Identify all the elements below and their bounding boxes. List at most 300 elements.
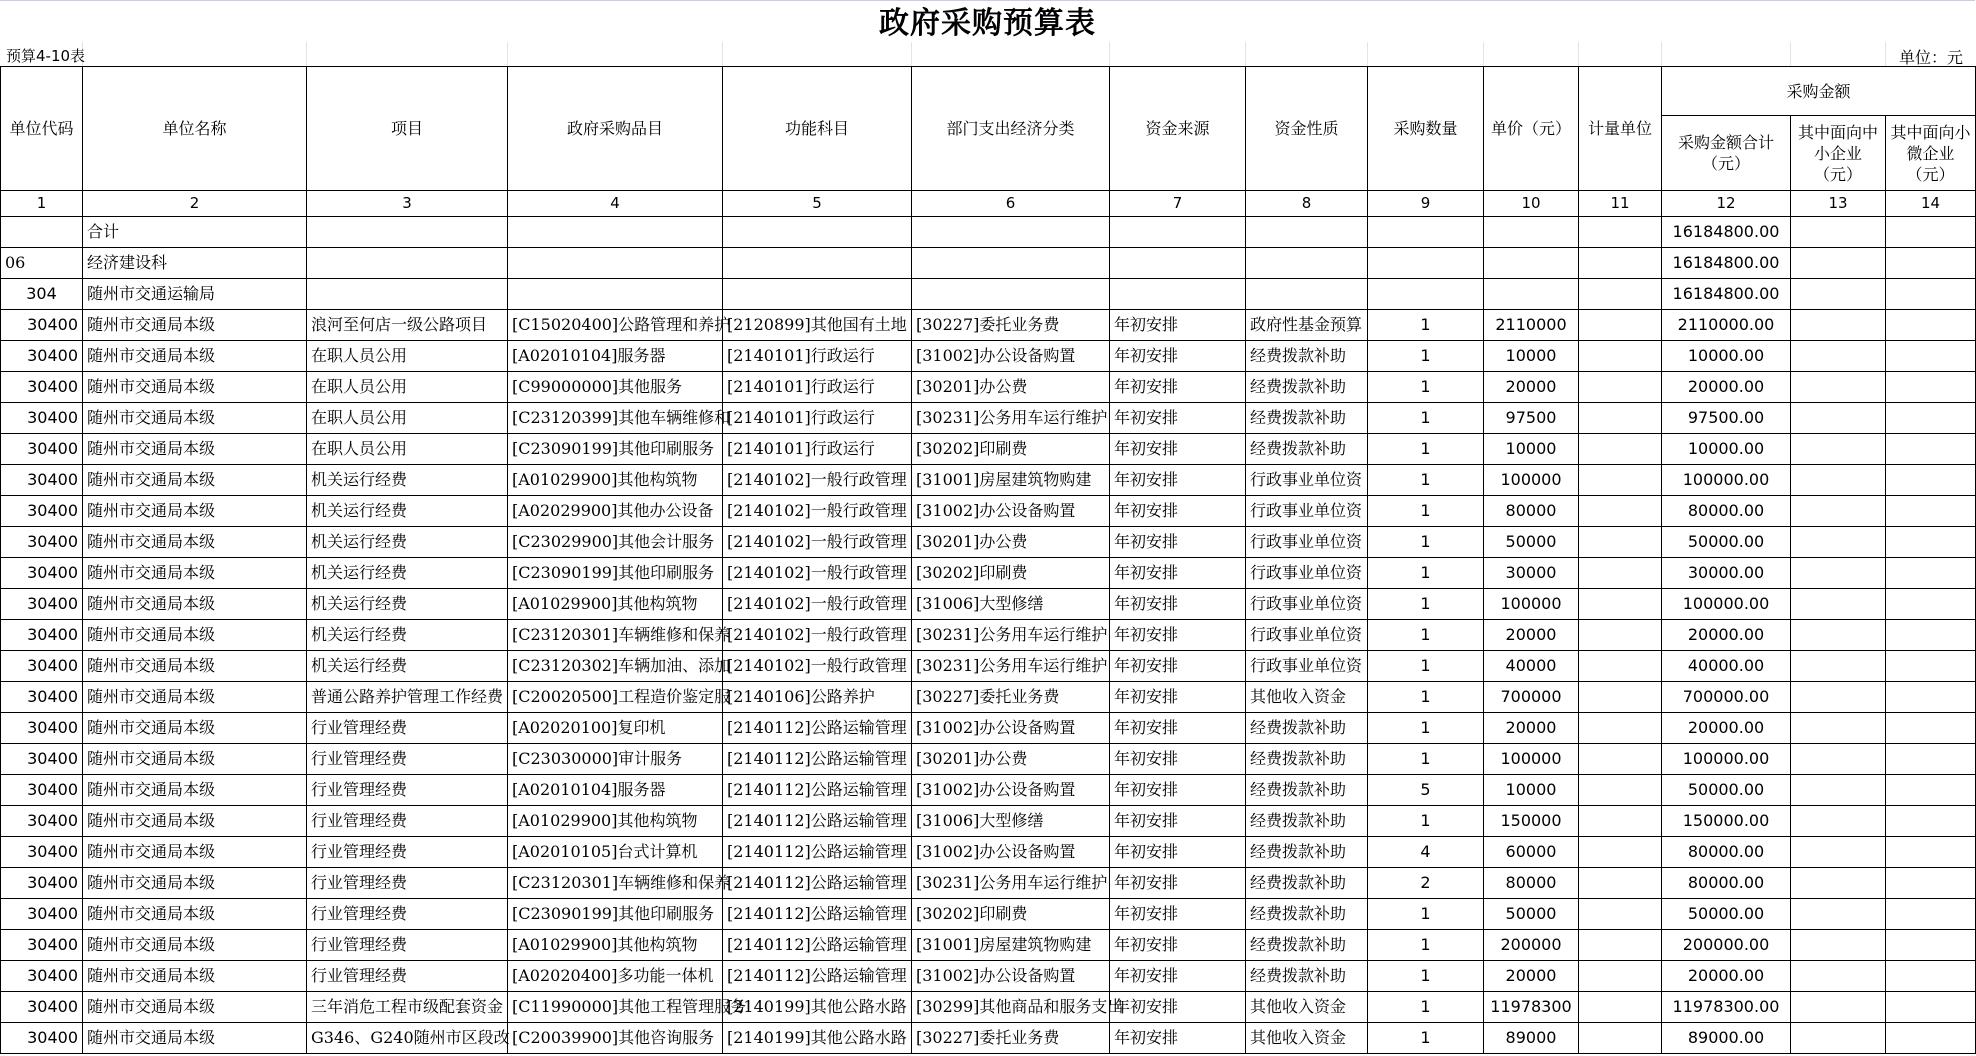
cell-unit-name: 随州市交通局本级 (83, 558, 307, 589)
cell-project: 普通公路养护管理工作经费 (307, 682, 508, 713)
cell-econ: [30231]公务用车运行维护 (912, 868, 1110, 899)
cell-empty (307, 279, 508, 310)
cell-fund-source: 年初安排 (1110, 744, 1246, 775)
cell-micro (1886, 992, 1976, 1023)
cell-fund-source: 年初安排 (1110, 868, 1246, 899)
cell-fund-source: 年初安排 (1110, 1023, 1246, 1054)
table-row (1, 403, 1976, 434)
cell-unit-name: 随州市交通局本级 (83, 310, 307, 341)
cell-unit-code: 30400 (1, 961, 83, 992)
cell-micro (1886, 527, 1976, 558)
cell-amount-total: 11978300.00 (1662, 992, 1791, 1023)
column-index-5: 5 (723, 191, 912, 217)
cell-amount-total: 97500.00 (1662, 403, 1791, 434)
cell-fund-source: 年初安排 (1110, 403, 1246, 434)
cell-unit-name: 随州市交通局本级 (83, 589, 307, 620)
cell-micro (1886, 1023, 1976, 1054)
cell-function: [2140101]行政运行 (723, 403, 912, 434)
cell-function: [2140101]行政运行 (723, 372, 912, 403)
cell-empty (1484, 217, 1579, 248)
cell-catalog: [C20020500]工程造价鉴定服 (508, 682, 723, 713)
column-index-2: 2 (83, 191, 307, 217)
cell-measure (1579, 310, 1662, 341)
cell-unit-code: 30400 (1, 372, 83, 403)
cell-sme (1791, 775, 1886, 806)
cell-unit-code: 30400 (1, 310, 83, 341)
cell-amount-total: 80000.00 (1662, 496, 1791, 527)
header-amount-total: 采购金额合计（元） (1662, 116, 1791, 191)
table-row (1, 527, 1976, 558)
cell-fund-nature: 行政事业单位资 (1246, 651, 1368, 682)
cell-unit-code: 30400 (1, 992, 83, 1023)
cell-qty: 1 (1368, 682, 1484, 713)
header-micro: 其中面向小微企业（元） (1886, 116, 1976, 191)
cell-sme (1791, 744, 1886, 775)
cell-unit-code: 30400 (1, 806, 83, 837)
cell-function: [2140112]公路运输管理 (723, 930, 912, 961)
cell-amount-total: 200000.00 (1662, 930, 1791, 961)
cell-qty: 1 (1368, 465, 1484, 496)
cell-micro (1886, 279, 1976, 310)
cell-qty: 1 (1368, 558, 1484, 589)
cell-price: 20000 (1484, 372, 1579, 403)
cell-fund-nature: 经费拨款补助 (1246, 806, 1368, 837)
cell-unit-code: 30400 (1, 775, 83, 806)
cell-price: 20000 (1484, 620, 1579, 651)
cell-unit-code: 304 (1, 279, 83, 310)
cell-qty: 1 (1368, 651, 1484, 682)
cell-qty: 1 (1368, 806, 1484, 837)
cell-sme (1791, 837, 1886, 868)
cell-catalog: [C23090199]其他印刷服务 (508, 434, 723, 465)
cell-empty (723, 217, 912, 248)
cell-measure (1579, 372, 1662, 403)
cell-econ: [31002]办公设备购置 (912, 496, 1110, 527)
cell-fund-source: 年初安排 (1110, 992, 1246, 1023)
cell-qty: 1 (1368, 434, 1484, 465)
cell-qty: 1 (1368, 341, 1484, 372)
table-row (1, 558, 1976, 589)
cell-micro (1886, 837, 1976, 868)
cell-measure (1579, 403, 1662, 434)
cell-econ: [30227]委托业务费 (912, 310, 1110, 341)
cell-fund-nature: 经费拨款补助 (1246, 868, 1368, 899)
cell-price: 2110000 (1484, 310, 1579, 341)
cell-micro (1886, 434, 1976, 465)
cell-measure (1579, 682, 1662, 713)
cell-unit-name: 随州市交通局本级 (83, 620, 307, 651)
cell-fund-source: 年初安排 (1110, 713, 1246, 744)
table-row (1, 620, 1976, 651)
cell-qty: 2 (1368, 868, 1484, 899)
cell-function: [2140102]一般行政管理 (723, 620, 912, 651)
cell-fund-source: 年初安排 (1110, 341, 1246, 372)
cell-qty: 1 (1368, 403, 1484, 434)
cell-sme (1791, 992, 1886, 1023)
cell-project: 行业管理经费 (307, 837, 508, 868)
table-row (1, 713, 1976, 744)
column-index-9: 9 (1368, 191, 1484, 217)
table-row (1, 496, 1976, 527)
cell-function: [2140112]公路运输管理 (723, 961, 912, 992)
cell-function: [2140112]公路运输管理 (723, 806, 912, 837)
cell-catalog: [C99000000]其他服务 (508, 372, 723, 403)
table-body (1, 217, 1976, 1054)
cell-catalog: [C11990000]其他工程管理服务 (508, 992, 723, 1023)
cell-unit-name: 随州市交通局本级 (83, 527, 307, 558)
cell-catalog: [A02010104]服务器 (508, 775, 723, 806)
cell-function: [2140112]公路运输管理 (723, 899, 912, 930)
cell-econ: [30231]公务用车运行维护 (912, 651, 1110, 682)
cell-project: 机关运行经费 (307, 527, 508, 558)
cell-catalog: [A01029900]其他构筑物 (508, 589, 723, 620)
column-index-10: 10 (1484, 191, 1579, 217)
cell-unit-name: 随州市交通局本级 (83, 899, 307, 930)
header-qty: 采购数量 (1368, 67, 1484, 191)
table-header (1, 67, 1976, 217)
cell-econ: [30201]办公费 (912, 527, 1110, 558)
cell-unit-code: 30400 (1, 465, 83, 496)
cell-project: 在职人员公用 (307, 372, 508, 403)
cell-qty: 1 (1368, 744, 1484, 775)
cell-price: 89000 (1484, 1023, 1579, 1054)
cell-unit-code: 30400 (1, 527, 83, 558)
cell-fund-source: 年初安排 (1110, 589, 1246, 620)
cell-fund-nature: 经费拨款补助 (1246, 930, 1368, 961)
cell-fund-source: 年初安排 (1110, 620, 1246, 651)
table-row (1, 775, 1976, 806)
cell-unit-code: 30400 (1, 899, 83, 930)
cell-sme (1791, 682, 1886, 713)
table-row (1, 434, 1976, 465)
cell-amount-total: 80000.00 (1662, 868, 1791, 899)
cell-project: 在职人员公用 (307, 403, 508, 434)
cell-project: 机关运行经费 (307, 465, 508, 496)
cell-catalog: [A02029900]其他办公设备 (508, 496, 723, 527)
cell-micro (1886, 930, 1976, 961)
cell-amount-total: 89000.00 (1662, 1023, 1791, 1054)
header-project: 项目 (307, 67, 508, 191)
cell-function: [2140101]行政运行 (723, 434, 912, 465)
cell-amount-total: 100000.00 (1662, 589, 1791, 620)
cell-empty (1246, 248, 1368, 279)
cell-fund-source: 年初安排 (1110, 527, 1246, 558)
cell-micro (1886, 868, 1976, 899)
header-amount-group: 采购金额 (1662, 67, 1976, 116)
cell-micro (1886, 496, 1976, 527)
table-row (1, 744, 1976, 775)
cell-amount-total: 80000.00 (1662, 837, 1791, 868)
cell-qty: 4 (1368, 837, 1484, 868)
table-row (1, 341, 1976, 372)
table-row (1, 682, 1976, 713)
cell-fund-nature: 经费拨款补助 (1246, 775, 1368, 806)
header-sme: 其中面向中小企业（元） (1791, 116, 1886, 191)
cell-sme (1791, 217, 1886, 248)
header-unit-name: 单位名称 (83, 67, 307, 191)
cell-qty: 1 (1368, 496, 1484, 527)
cell-amount-total: 20000.00 (1662, 713, 1791, 744)
cell-unit-name: 合计 (83, 217, 307, 248)
cell-unit-name: 随州市交通局本级 (83, 682, 307, 713)
cell-econ: [31002]办公设备购置 (912, 837, 1110, 868)
cell-measure (1579, 341, 1662, 372)
cell-unit-code: 30400 (1, 620, 83, 651)
cell-fund-source: 年初安排 (1110, 837, 1246, 868)
cell-sme (1791, 558, 1886, 589)
cell-unit-name: 随州市交通局本级 (83, 806, 307, 837)
cell-econ: [31002]办公设备购置 (912, 341, 1110, 372)
cell-sme (1791, 310, 1886, 341)
column-index-6: 6 (912, 191, 1110, 217)
cell-unit-code: 06 (1, 248, 83, 279)
cell-fund-source: 年初安排 (1110, 961, 1246, 992)
cell-micro (1886, 589, 1976, 620)
cell-unit-name: 随州市交通运输局 (83, 279, 307, 310)
cell-unit-name: 随州市交通局本级 (83, 1023, 307, 1054)
cell-sme (1791, 248, 1886, 279)
cell-econ: [31001]房屋建筑物购建 (912, 930, 1110, 961)
cell-measure (1579, 465, 1662, 496)
cell-fund-source: 年初安排 (1110, 372, 1246, 403)
cell-measure (1579, 651, 1662, 682)
cell-price: 200000 (1484, 930, 1579, 961)
cell-amount-total: 50000.00 (1662, 527, 1791, 558)
cell-project: 浪河至何店一级公路项目 (307, 310, 508, 341)
cell-fund-nature: 经费拨款补助 (1246, 403, 1368, 434)
header-measure: 计量单位 (1579, 67, 1662, 191)
cell-unit-name: 随州市交通局本级 (83, 651, 307, 682)
cell-qty: 1 (1368, 527, 1484, 558)
cell-fund-nature: 经费拨款补助 (1246, 961, 1368, 992)
cell-empty (508, 279, 723, 310)
table-row (1, 899, 1976, 930)
cell-unit-code: 30400 (1, 930, 83, 961)
cell-empty (1579, 279, 1662, 310)
cell-catalog: [A01029900]其他构筑物 (508, 930, 723, 961)
cell-sme (1791, 589, 1886, 620)
cell-fund-nature: 经费拨款补助 (1246, 713, 1368, 744)
column-index-row (1, 191, 1976, 217)
cell-fund-source: 年初安排 (1110, 930, 1246, 961)
cell-measure (1579, 775, 1662, 806)
cell-econ: [30231]公务用车运行维护 (912, 403, 1110, 434)
cell-project: 机关运行经费 (307, 496, 508, 527)
cell-price: 100000 (1484, 744, 1579, 775)
cell-econ: [30202]印刷费 (912, 558, 1110, 589)
cell-project: 机关运行经费 (307, 620, 508, 651)
cell-econ: [31006]大型修缮 (912, 806, 1110, 837)
cell-price: 150000 (1484, 806, 1579, 837)
cell-measure (1579, 589, 1662, 620)
cell-sme (1791, 806, 1886, 837)
cell-fund-nature: 经费拨款补助 (1246, 372, 1368, 403)
cell-sme (1791, 651, 1886, 682)
table-row (1, 465, 1976, 496)
cell-micro (1886, 465, 1976, 496)
column-index-8: 8 (1246, 191, 1368, 217)
cell-micro (1886, 713, 1976, 744)
cell-fund-source: 年初安排 (1110, 465, 1246, 496)
cell-empty (1484, 279, 1579, 310)
cell-catalog: [A01029900]其他构筑物 (508, 806, 723, 837)
cell-fund-nature: 行政事业单位资 (1246, 620, 1368, 651)
column-index-4: 4 (508, 191, 723, 217)
cell-empty (1246, 217, 1368, 248)
cell-empty (1368, 279, 1484, 310)
cell-price: 80000 (1484, 496, 1579, 527)
cell-price: 97500 (1484, 403, 1579, 434)
cell-catalog: [C23120301]车辆维修和保养 (508, 620, 723, 651)
cell-fund-nature: 行政事业单位资 (1246, 465, 1368, 496)
header-fund-source: 资金来源 (1110, 67, 1246, 191)
cell-project: 机关运行经费 (307, 651, 508, 682)
cell-unit-name: 随州市交通局本级 (83, 744, 307, 775)
table-row (1, 651, 1976, 682)
cell-empty (912, 248, 1110, 279)
table-row (1, 992, 1976, 1023)
cell-function: [2120899]其他国有土地 (723, 310, 912, 341)
cell-micro (1886, 403, 1976, 434)
cell-price: 11978300 (1484, 992, 1579, 1023)
unit-label: 单位：元 (1898, 48, 1963, 67)
header-function: 功能科目 (723, 67, 912, 191)
cell-fund-nature: 经费拨款补助 (1246, 744, 1368, 775)
column-index-13: 13 (1791, 191, 1886, 217)
cell-measure (1579, 930, 1662, 961)
cell-econ: [30201]办公费 (912, 744, 1110, 775)
cell-micro (1886, 341, 1976, 372)
cell-function: [2140106]公路养护 (723, 682, 912, 713)
cell-unit-code: 30400 (1, 744, 83, 775)
cell-amount-total: 20000.00 (1662, 372, 1791, 403)
cell-function: [2140112]公路运输管理 (723, 868, 912, 899)
cell-micro (1886, 310, 1976, 341)
cell-econ: [31001]房屋建筑物购建 (912, 465, 1110, 496)
cell-sme (1791, 961, 1886, 992)
cell-project: 行业管理经费 (307, 744, 508, 775)
cell-sme (1791, 279, 1886, 310)
table-row (1, 310, 1976, 341)
cell-amount-total: 10000.00 (1662, 341, 1791, 372)
cell-micro (1886, 620, 1976, 651)
cell-price: 100000 (1484, 465, 1579, 496)
table-row (1, 589, 1976, 620)
cell-micro (1886, 248, 1976, 279)
cell-fund-source: 年初安排 (1110, 775, 1246, 806)
cell-measure (1579, 868, 1662, 899)
column-index-3: 3 (307, 191, 508, 217)
cell-econ: [30299]其他商品和服务支出 (912, 992, 1110, 1023)
cell-fund-nature: 经费拨款补助 (1246, 434, 1368, 465)
header-catalog: 政府采购品目 (508, 67, 723, 191)
cell-function: [2140102]一般行政管理 (723, 558, 912, 589)
cell-project: 行业管理经费 (307, 713, 508, 744)
cell-sme (1791, 713, 1886, 744)
cell-empty (1579, 248, 1662, 279)
cell-empty (1484, 248, 1579, 279)
cell-unit-code: 30400 (1, 682, 83, 713)
cell-unit-code: 30400 (1, 837, 83, 868)
cell-fund-nature: 行政事业单位资 (1246, 496, 1368, 527)
cell-project: 在职人员公用 (307, 434, 508, 465)
cell-unit-name: 随州市交通局本级 (83, 403, 307, 434)
summary-row (1, 248, 1976, 279)
cell-fund-nature: 行政事业单位资 (1246, 527, 1368, 558)
cell-amount-total: 16184800.00 (1662, 217, 1791, 248)
cell-fund-nature: 行政事业单位资 (1246, 558, 1368, 589)
cell-catalog: [C15020400]公路管理和养护 (508, 310, 723, 341)
cell-catalog: [C23120301]车辆维修和保养 (508, 868, 723, 899)
cell-price: 10000 (1484, 434, 1579, 465)
column-index-1: 1 (1, 191, 83, 217)
cell-price: 80000 (1484, 868, 1579, 899)
cell-sme (1791, 372, 1886, 403)
page-title: 政府采购预算表 (0, 0, 1975, 43)
cell-catalog: [A02010105]台式计算机 (508, 837, 723, 868)
cell-econ: [30227]委托业务费 (912, 1023, 1110, 1054)
cell-unit-code (1, 217, 83, 248)
cell-catalog: [A02020400]多功能一体机 (508, 961, 723, 992)
cell-empty (1110, 248, 1246, 279)
cell-qty: 5 (1368, 775, 1484, 806)
cell-micro (1886, 651, 1976, 682)
cell-function: [2140101]行政运行 (723, 341, 912, 372)
cell-measure (1579, 558, 1662, 589)
cell-measure (1579, 992, 1662, 1023)
cell-fund-source: 年初安排 (1110, 310, 1246, 341)
cell-fund-nature: 行政事业单位资 (1246, 589, 1368, 620)
cell-amount-total: 100000.00 (1662, 465, 1791, 496)
cell-unit-name: 随州市交通局本级 (83, 372, 307, 403)
cell-measure (1579, 837, 1662, 868)
cell-measure (1579, 434, 1662, 465)
cell-unit-code: 30400 (1, 558, 83, 589)
cell-unit-name: 随州市交通局本级 (83, 713, 307, 744)
cell-fund-source: 年初安排 (1110, 651, 1246, 682)
cell-fund-source: 年初安排 (1110, 434, 1246, 465)
cell-amount-total: 2110000.00 (1662, 310, 1791, 341)
cell-empty (1110, 217, 1246, 248)
cell-function: [2140102]一般行政管理 (723, 651, 912, 682)
cell-fund-source: 年初安排 (1110, 682, 1246, 713)
cell-fund-source: 年初安排 (1110, 899, 1246, 930)
cell-function: [2140112]公路运输管理 (723, 775, 912, 806)
cell-empty (723, 279, 912, 310)
budget-table (0, 66, 1976, 1054)
cell-econ: [31002]办公设备购置 (912, 961, 1110, 992)
cell-unit-name: 随州市交通局本级 (83, 775, 307, 806)
cell-fund-nature: 经费拨款补助 (1246, 341, 1368, 372)
cell-function: [2140199]其他公路水路 (723, 992, 912, 1023)
table-row (1, 372, 1976, 403)
cell-amount-total: 30000.00 (1662, 558, 1791, 589)
cell-price: 20000 (1484, 961, 1579, 992)
cell-project: 行业管理经费 (307, 775, 508, 806)
cell-project: 行业管理经费 (307, 961, 508, 992)
header-econ: 部门支出经济分类 (912, 67, 1110, 191)
cell-unit-code: 30400 (1, 434, 83, 465)
cell-function: [2140102]一般行政管理 (723, 589, 912, 620)
cell-sme (1791, 930, 1886, 961)
cell-catalog: [C23090199]其他印刷服务 (508, 899, 723, 930)
cell-qty: 1 (1368, 713, 1484, 744)
column-index-11: 11 (1579, 191, 1662, 217)
cell-project: G346、G240随州市区段改 (307, 1023, 508, 1054)
cell-empty (912, 217, 1110, 248)
cell-catalog: [A01029900]其他构筑物 (508, 465, 723, 496)
cell-econ: [30202]印刷费 (912, 899, 1110, 930)
